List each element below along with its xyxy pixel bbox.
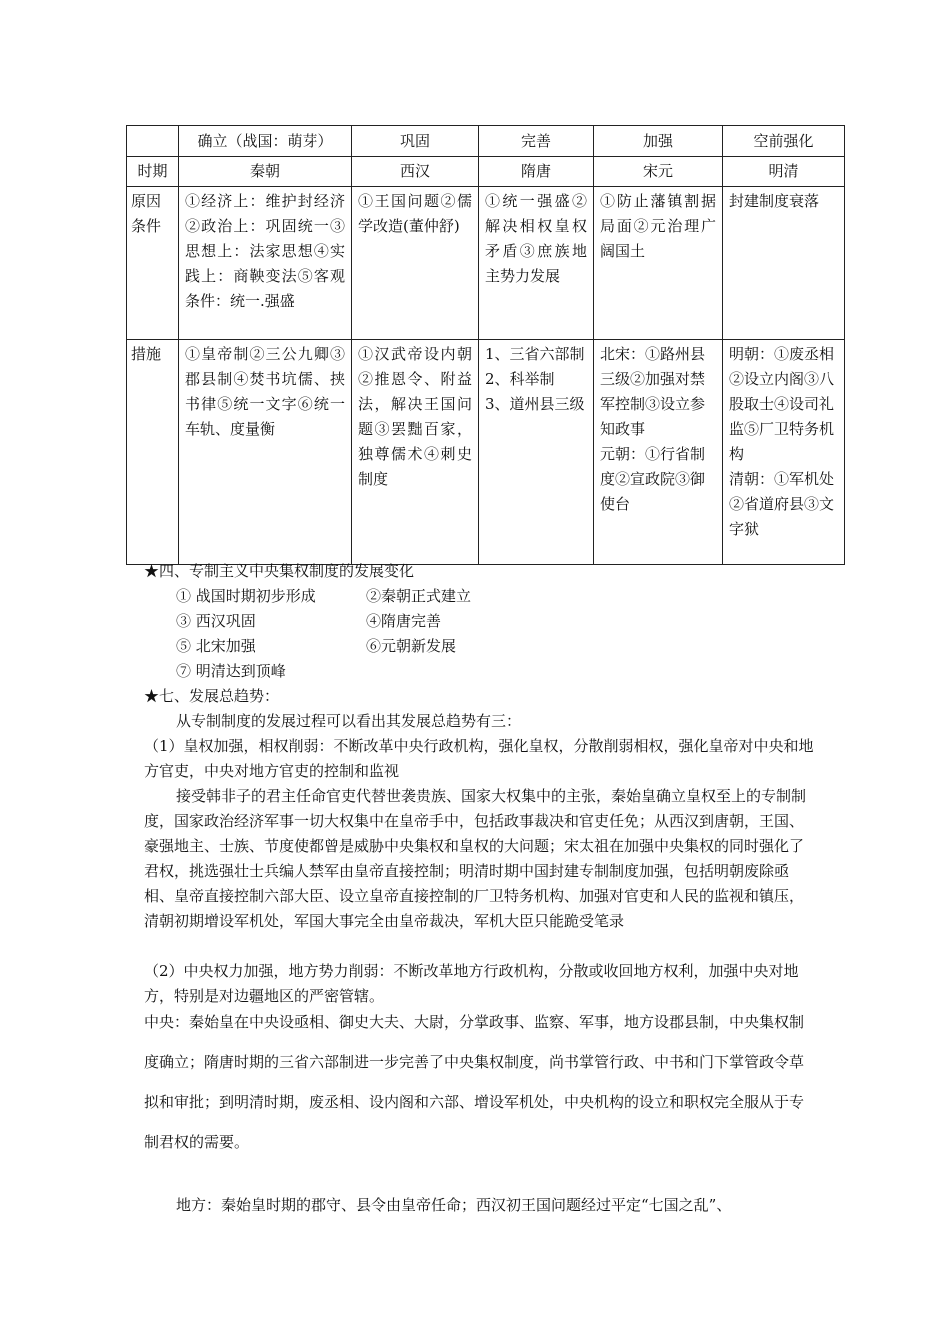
section4-item: ④隋唐完善 <box>366 612 442 630</box>
header-cell: 确立（战国：萌芽） <box>179 126 352 157</box>
section4-item: ②秦朝正式建立 <box>366 587 472 605</box>
trend-paragraph-1: 接受韩非子的君主任命官吏代替世袭贵族、国家大权集中的主张，秦始皇确立皇权至上的专制制度，国家政治经济军事一切大权集中在皇帝手中，包括政事裁决和官吏任免；从西汉到唐朝，王国、豪强地主、士族、节度使都曾是威胁中央集权和皇权的大问题；宋太祖在加强中央集权的同时强化了君权，挑选强壮士兵编人禁军由皇帝直接控制；明清时期中国封建专制制度加强，包括明朝废除亟相、皇帝直接控制六部大臣、设立皇帝直接控制的厂卫特务机构、加强对官吏和人民的监视和镇压，清朝初期增设军机处，军国大事完全由皇帝裁决，军机大臣只能跪受笔录 <box>144 787 807 930</box>
cause-cell: ①统一强盛②解决相权皇权矛盾③庶族地主势力发展 <box>479 187 594 340</box>
section4-item: ⑥元朝新发展 <box>366 637 457 655</box>
local-paragraph: 地方：秦始皇时期的郡守、县令由皇帝任命；西汉初王国问题经过平定“七国之乱”、 <box>176 1196 732 1214</box>
central-paragraph: 中央：秦始皇在中央设亟相、御史大夫、大尉，分掌政事、监察、军事，地方设郡县制，中央集权制度确立；隋唐时期的三省六部制进一步完善了中央集权制度，尚书掌管行政、中书和门下掌管政令草拟和审批；到明清时期，废丞相、设内阁和六部、增设军机处，中央机构的设立和职权完全服从于专制君权的需要。 <box>144 1013 805 1151</box>
cause-cell: ①王国问题②儒学改造(董仲舒) <box>352 187 479 340</box>
section4-item: ⑦ 明清达到顶峰 <box>176 662 286 680</box>
section4-title: ★四、专制主义中央集权制度的发展变化 <box>144 562 415 580</box>
section4-item: ⑤ 北宋加强 <box>176 637 256 655</box>
measure-row <box>127 340 845 565</box>
trend-point-1: （1）皇权加强，相权削弱：不断改革中央行政机构，强化皇权，分散削弱相权，强化皇帝对中央和地方官吏，中央对地方官吏的控制和监视 <box>144 737 814 780</box>
era-cell: 西汉 <box>352 157 479 187</box>
cause-cell: ①经济上：维护封经济②政治上：巩固统一③思想上：法家思想④实践上：商鞅变法⑤客观条件：统一.强盛 <box>179 187 352 340</box>
cause-row <box>127 187 845 340</box>
era-cell: 宋元 <box>594 157 723 187</box>
section7-title: ★七、发展总趋势： <box>144 687 280 705</box>
era-cell: 明清 <box>723 157 845 187</box>
header-cell: 巩固 <box>352 126 479 157</box>
header-cell: 空前强化 <box>723 126 845 157</box>
header-cell <box>127 126 179 157</box>
row-label: 措施 <box>127 340 179 565</box>
measure-cell: 明朝：①废丞相②设立内阁③八股取士④设司礼监⑤厂卫特务机构 清朝：①军机处②省道府县③文字狱 <box>723 340 845 565</box>
measure-cell: ①汉武帝设内朝②推恩令、附益法，解决王国问题③罢黜百家，独尊儒术④刺史制度 <box>352 340 479 565</box>
section7-intro: 从专制制度的发展过程可以看出其发展总趋势有三： <box>176 712 522 730</box>
table-header-row <box>127 126 845 157</box>
cause-cell: 封建制度衰落 <box>723 187 845 340</box>
header-cell: 完善 <box>479 126 594 157</box>
section4-item: ③ 西汉巩固 <box>176 612 256 630</box>
measure-cell: ①皇帝制②三公九卿③郡县制④焚书坑儒、挟书律⑤统一文字⑥统一车轨、度量衡 <box>179 340 352 565</box>
era-cell: 秦朝 <box>179 157 352 187</box>
row-label: 原因条件 <box>127 187 179 340</box>
row-label: 时期 <box>127 157 179 187</box>
era-row <box>127 157 845 187</box>
measure-cell: 1、三省六部制 2、科举制 3、道州县三级 <box>479 340 594 565</box>
cause-cell: ①防止藩镇割据局面②元治理广阔国土 <box>594 187 723 340</box>
trend-point-2: （2）中央权力加强，地方势力削弱：不断改革地方行政机构，分散或收回地方权利，加强中央对地方，特别是对边疆地区的严密管辖。 <box>144 962 799 1005</box>
section4-item: ① 战国时期初步形成 <box>176 587 316 605</box>
header-cell: 加强 <box>594 126 723 157</box>
measure-cell: 北宋：①路州县三级②加强对禁军控制③设立参知政事 元朝：①行省制度②宣政院③御使台 <box>594 340 723 565</box>
era-cell: 隋唐 <box>479 157 594 187</box>
dynasty-table <box>126 125 845 565</box>
